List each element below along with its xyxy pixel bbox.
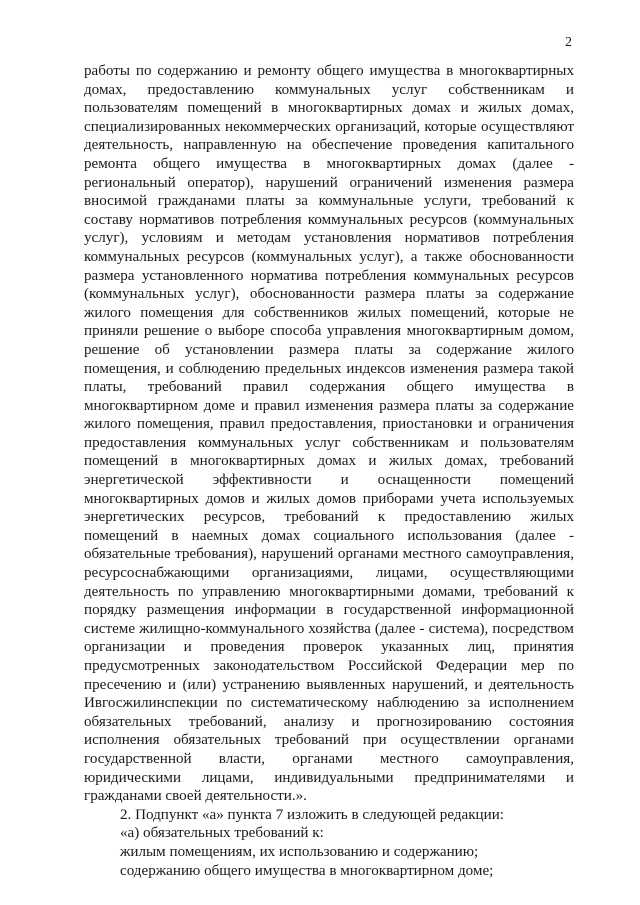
paragraph-list-line: жилым помещениям, их использованию и содержанию; — [120, 843, 479, 860]
page-number: 2 — [565, 35, 572, 50]
paragraph-subitem-a: «а) обязательных требований к: — [120, 825, 324, 842]
paragraph-continuation: работы по содержанию и ремонту общего имущества в многоквартирных домах, предоставлению коммунальных услуг собственникам и пользователям помещений в многоквартирных домах и жилых домах, специализированных некоммерческих организаций, которые осуществляют деятельность, направленную на обеспечение проведения капитального ремонта общего имущества в многоквартирных домах (далее - региональный оператор), нарушений ограничений изменения размера вносимой гражданами платы за коммунальные услуги, требований к составу нормативов потребления коммунальных ресурсов (коммунальных услуг), условиям и методам установления нормативов потребления коммунальных ресурсов (коммунальных услуг), а также обоснованности размера установленного норматива потребления коммунальных ресурсов (коммунальных услуг), обоснованности размера платы за содержание жилого помещения для собственников жилых помещений, которые не приняли решение о выборе способа управления многоквартирным домом, решение об установлении размера платы за содержание жилого помещения, и соблюдению предельных индексов изменения размера такой платы, требований правил содержания общего имущества в многоквартирном доме и правил изменения размера платы за содержание жилого помещения, правил предоставления, приостановки и ограничения предоставления коммунальных услуг собственникам и пользователям помещений в многоквартирных домах и жилых домах, требований энергетической эффективности и оснащенности помещений многоквартирных домов и жилых домов приборами учета используемых энергетических ресурсов, требований к предоставлению жилых помещений в наемных домах социального использования (далее - обязательные требования), нарушений органами местного самоуправления, ресурсоснабжающими организациями, лицами, осуществляющими деятельность по управлению многоквартирными домами, требований к порядку размещения информации в государственной информационной системе жилищно-коммунального хозяйства (далее - система), посредством организации и проведения проверок указанных лиц, принятия предусмотренных законодательством Российской Федерации мер по пресечению и (или) устранению выявленных нарушений, и деятельность Ивгосжилинспекции по систематическому наблюдению за исполнением обязательных требований, анализу и прогнозированию состояния исполнения обязательных требований при осуществлении органами государственной власти, органами местного самоуправления, юридическими лицами, индивидуальными предпринимателями и гражданами своей деятельности.». — [84, 63, 574, 805]
paragraph-item-2: 2. Подпункт «а» пункта 7 изложить в следующей редакции: — [120, 806, 504, 823]
paragraph-list-line: содержанию общего имущества в многоквартирном доме; — [120, 862, 494, 879]
document-body — [84, 62, 574, 880]
